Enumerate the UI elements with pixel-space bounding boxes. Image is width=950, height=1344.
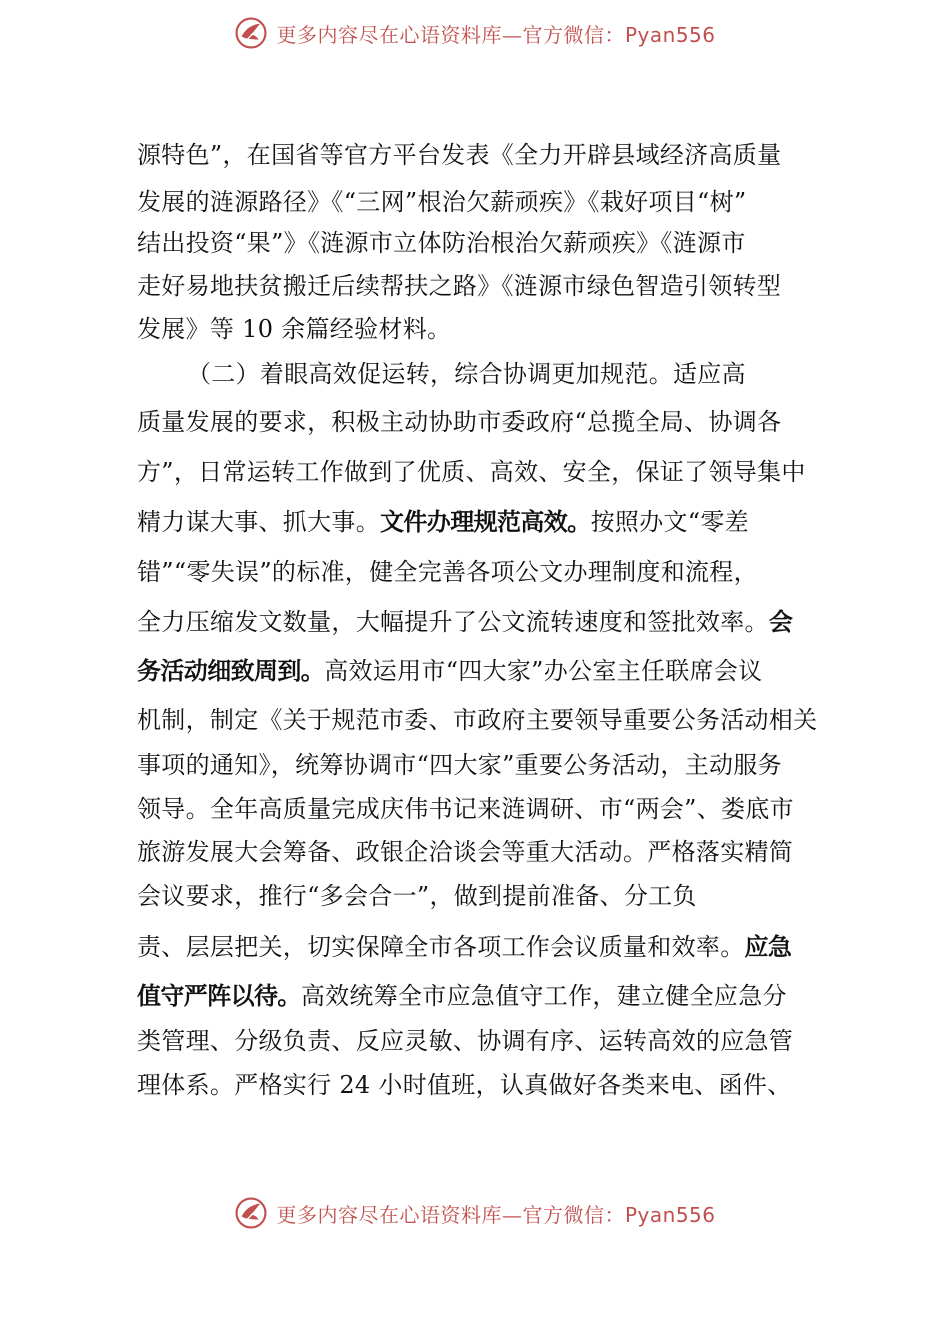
text-line: 旅游发展大会筹备、政银企洽谈会等重大活动。严格落实精简 bbox=[137, 838, 794, 866]
text-line: 源特色”，在国省等官方平台发表《全力开辟县域经济高质量 bbox=[137, 141, 782, 169]
bold-subheading: 会 bbox=[768, 608, 793, 636]
text-line: 会议要求，推行“多会合一”，做到提前准备、分工负 bbox=[137, 882, 697, 910]
text-line: 值守严阵以待。高效统筹全市应急值守工作，建立健全应急分 bbox=[137, 982, 787, 1010]
text-line: 事项的通知》，统筹协调市“四大家”重要公务活动，主动服务 bbox=[137, 751, 782, 779]
section-heading-line: （二）着眼高效促运转，综合协调更加规范。适应高 bbox=[187, 360, 746, 388]
text-line: 错”“零失误”的标准，健全完善各项公文办理制度和流程， bbox=[137, 558, 758, 586]
text-line: 类管理、分级负责、反应灵敏、协调有序、运转高效的应急管 bbox=[137, 1027, 794, 1055]
bold-subheading: 务活动细致周到。 bbox=[137, 657, 325, 685]
text-line: 结出投资“果”》《涟源市立体防治根治欠薪顽疾》《涟源市 bbox=[137, 229, 746, 257]
text-line: 理体系。严格实行 24 小时值班，认真做好各类来电、函件、 bbox=[137, 1071, 792, 1099]
watermark-text: 更多内容尽在心语资料库—官方微信：Pyan556 bbox=[276, 1202, 716, 1227]
text-line: 发展》等 10 余篇经验材料。 bbox=[137, 315, 452, 343]
text-line: 机制，制定《关于规范市委、市政府主要领导重要公务活动相关 bbox=[137, 706, 818, 734]
bold-subheading: 值守严阵以待。 bbox=[137, 982, 301, 1010]
bold-subheading: 应急 bbox=[744, 933, 792, 961]
dove-logo-icon bbox=[234, 1196, 268, 1230]
text-line: 全力压缩发文数量，大幅提升了公文流转速度和签批效率。会 bbox=[137, 608, 793, 636]
text-line: 领导。全年高质量完成庆伟书记来涟调研、市“两会”、娄底市 bbox=[137, 795, 794, 823]
dove-logo-icon bbox=[234, 16, 268, 50]
text-line: 发展的涟源路径》《“三网”根治欠薪顽疾》《栽好项目“树” bbox=[137, 188, 747, 216]
text-line: 精力谋大事、抓大事。文件办理规范高效。按照办文“零差 bbox=[137, 508, 749, 536]
text-line: 方”，日常运转工作做到了优质、高效、安全，保证了领导集中 bbox=[137, 458, 806, 486]
footer-watermark bbox=[0, 1196, 950, 1230]
watermark-text: 更多内容尽在心语资料库—官方微信：Pyan556 bbox=[276, 22, 716, 47]
text-line: 责、层层把关，切实保障全市各项工作会议质量和效率。应急 bbox=[137, 933, 792, 961]
header-watermark bbox=[0, 16, 950, 50]
text-line: 务活动细致周到。高效运用市“四大家”办公室主任联席会议 bbox=[137, 657, 763, 685]
text-line: 走好易地扶贫搬迁后续帮扶之路》《涟源市绿色智造引领转型 bbox=[137, 272, 782, 300]
bold-subheading: 文件办理规范高效。 bbox=[380, 508, 591, 536]
text-line: 质量发展的要求，积极主动协助市委政府“总揽全局、协调各 bbox=[137, 408, 782, 436]
